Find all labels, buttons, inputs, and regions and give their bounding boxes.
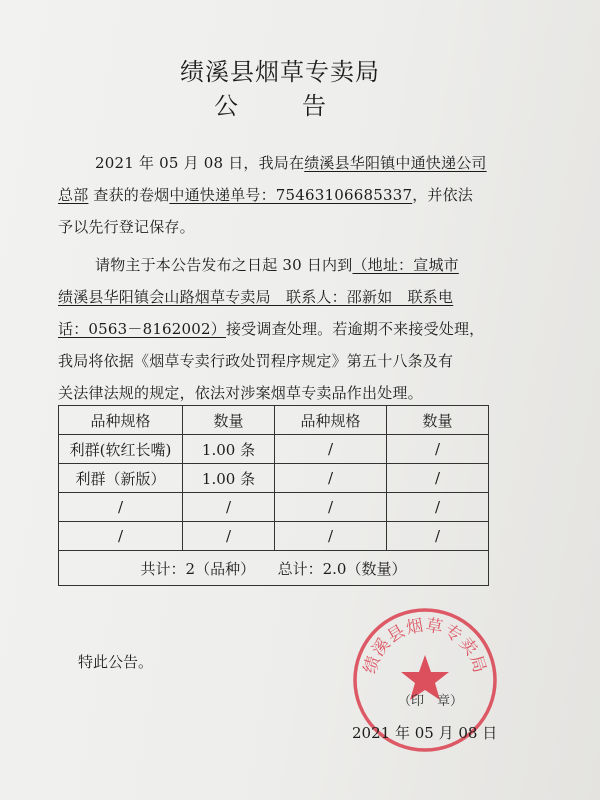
table-cell: / bbox=[275, 522, 387, 551]
seal-label: （印 章） bbox=[398, 694, 464, 709]
table-row bbox=[59, 522, 489, 551]
notice-title: 公 告 bbox=[214, 92, 346, 120]
table-row bbox=[59, 435, 489, 464]
table-cell: / bbox=[387, 435, 489, 464]
table-total: 共计：2（品种） 总计：2.0（数量） bbox=[59, 551, 489, 586]
table-total-row bbox=[59, 551, 489, 586]
table-cell: 1.00 条 bbox=[183, 464, 275, 493]
para1-text: 查获的卷烟 bbox=[93, 186, 170, 204]
para2-line4: 我局将依据《烟草专卖行政处罚程序规定》第五十八条及有 bbox=[58, 352, 454, 370]
table-cell: / bbox=[59, 493, 183, 522]
table-cell: / bbox=[183, 522, 275, 551]
address-start: （地址：宣城市 bbox=[352, 256, 459, 274]
table-cell: 1.00 条 bbox=[183, 435, 275, 464]
para2-line2 bbox=[58, 286, 453, 307]
address-contact: 绩溪县华阳镇会山路烟草专卖局 联系人：邵新如 联系电 bbox=[58, 288, 454, 306]
tracking-number: 中通快递单号：75463106685337 bbox=[169, 186, 413, 204]
table-cell: 利群(软红长嘴) bbox=[59, 435, 183, 464]
header-cell: 数量 bbox=[387, 406, 489, 435]
para2-line5: 关法律法规的规定，依法对涉案烟草专卖品作出处理。 bbox=[58, 384, 423, 402]
table-cell: / bbox=[387, 522, 489, 551]
para1-location: 绩溪县华阳镇中通快递公司 bbox=[304, 154, 487, 172]
para1-location-cont: 总部 bbox=[58, 186, 89, 204]
para1-line2 bbox=[58, 184, 473, 205]
table-cell: / bbox=[387, 464, 489, 493]
contact-phone: 话：0563－8162002） bbox=[58, 320, 226, 338]
issuer-title: 绩溪县烟草专卖局 bbox=[180, 58, 380, 86]
header-cell: 品种规格 bbox=[275, 406, 387, 435]
seal-text: 绩溪县烟草专卖局 bbox=[360, 615, 490, 677]
table-cell: / bbox=[275, 435, 387, 464]
table-cell: / bbox=[275, 464, 387, 493]
para2-text: 接受调查处理。若逾期不来接受处理， bbox=[225, 320, 485, 338]
table-cell: 利群（新版） bbox=[59, 464, 183, 493]
para2-line3 bbox=[58, 318, 484, 339]
table-row bbox=[59, 493, 489, 522]
table-row bbox=[59, 464, 489, 493]
para1-text: 2021 年 05 月 08 日，我局在 bbox=[95, 154, 305, 172]
table-cell: / bbox=[275, 493, 387, 522]
table-header-row bbox=[59, 406, 489, 435]
notice-date: 2021 年 05 月 08 日 bbox=[352, 724, 498, 742]
header-cell: 品种规格 bbox=[59, 406, 183, 435]
para2-text: 请物主于本公告发布之日起 30 日内到 bbox=[95, 256, 353, 274]
header-cell: 数量 bbox=[183, 406, 275, 435]
seized-items-table bbox=[58, 405, 489, 586]
table-cell: / bbox=[183, 493, 275, 522]
para1-line1 bbox=[95, 152, 487, 173]
para1-text: ，并依法 bbox=[412, 186, 474, 204]
para2-line1 bbox=[95, 254, 459, 275]
table-cell: / bbox=[59, 522, 183, 551]
closing-text: 特此公告。 bbox=[78, 653, 154, 671]
table-cell: / bbox=[387, 493, 489, 522]
para1-line3: 予以先行登记保存。 bbox=[58, 218, 195, 236]
